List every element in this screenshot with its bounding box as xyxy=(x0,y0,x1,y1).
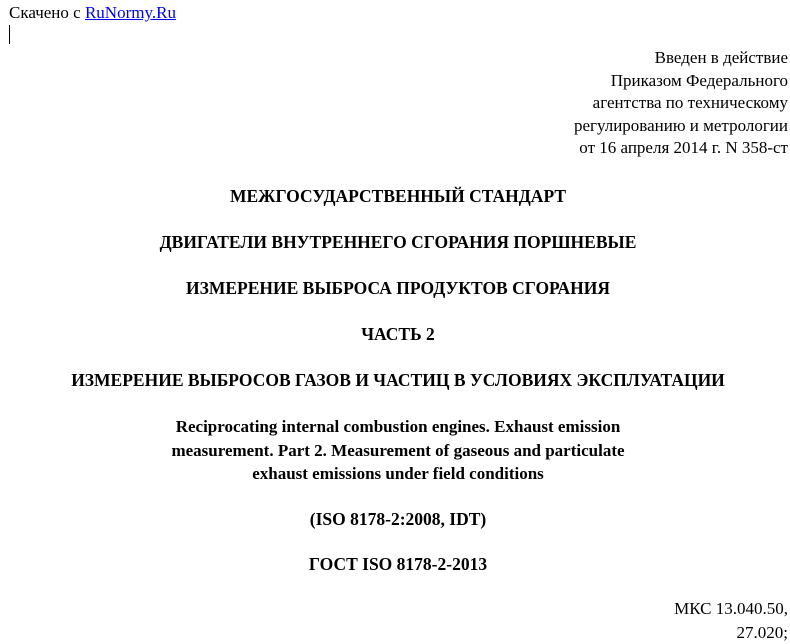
english-title-line: exhaust emissions under field conditions xyxy=(0,462,790,486)
standard-part-title: ИЗМЕРЕНИЕ ВЫБРОСОВ ГАЗОВ И ЧАСТИЦ В УСЛОВИЯХ ЭКСПЛУАТАЦИИ xyxy=(0,369,790,391)
gost-designation: ГОСТ ISO 8178-2-2013 xyxy=(0,553,790,575)
enactment-line: агентства по техническому xyxy=(574,92,788,115)
standard-type: МЕЖГОСУДАРСТВЕННЫЙ СТАНДАРТ xyxy=(0,185,790,207)
enactment-line: от 16 апреля 2014 г. N 358-ст xyxy=(574,137,788,160)
enactment-block xyxy=(574,47,788,160)
text-cursor xyxy=(9,25,10,44)
runormy-link[interactable]: RuNormy.Ru xyxy=(85,3,176,22)
standard-part: ЧАСТЬ 2 xyxy=(0,323,790,345)
standard-subtitle: ИЗМЕРЕНИЕ ВЫБРОСА ПРОДУКТОВ СГОРАНИЯ xyxy=(0,277,790,299)
english-title-line: measurement. Part 2. Measurement of gaseous and particulate xyxy=(0,439,790,463)
source-line xyxy=(9,3,176,23)
enactment-line: Приказом Федерального xyxy=(574,70,788,93)
english-title xyxy=(0,415,790,486)
classification-line: МКС 13.040.50, xyxy=(674,597,788,621)
enactment-line: Введен в действие xyxy=(574,47,788,70)
enactment-line: регулированию и метрологии xyxy=(574,115,788,138)
classification-block xyxy=(674,597,788,644)
source-prefix: Скачено с xyxy=(9,3,81,22)
standard-title: ДВИГАТЕЛИ ВНУТРЕННЕГО СГОРАНИЯ ПОРШНЕВЫЕ xyxy=(0,231,790,253)
english-title-line: Reciprocating internal combustion engines. Exhaust emission xyxy=(0,415,790,439)
iso-reference: (ISO 8178-2:2008, IDT) xyxy=(0,508,790,530)
classification-line: 27.020; xyxy=(674,621,788,644)
